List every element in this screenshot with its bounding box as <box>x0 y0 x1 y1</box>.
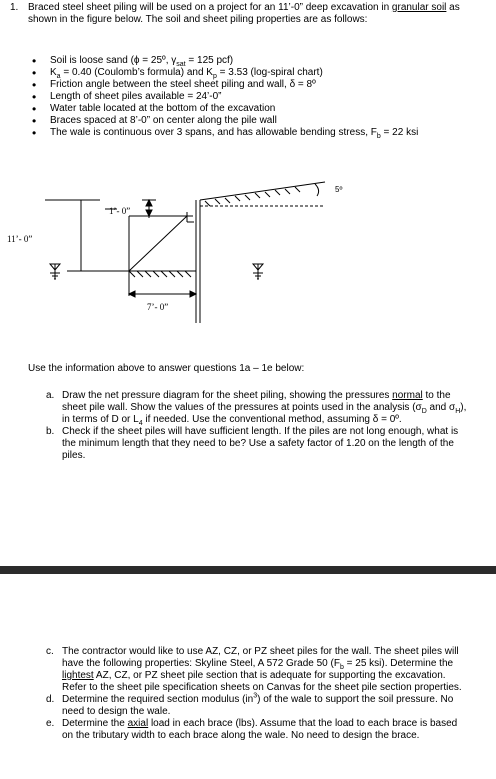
text-run: = 0.40 (Coulomb’s formula) and K <box>60 67 213 78</box>
dim-1ft-label: 1’- 0” <box>109 206 131 216</box>
text-run: = 22 ksi <box>380 127 419 138</box>
text-run: Length of sheet piles available = 24’-0” <box>50 91 222 102</box>
instructions-text: Use the information above to answer questions 1a – 1e below: <box>28 363 305 374</box>
bullet-k-coefficients <box>32 67 472 79</box>
text-run: = 125 pcf) <box>185 55 234 66</box>
part-letter: a. <box>46 390 55 401</box>
part-c-text <box>62 646 462 693</box>
text-run: sat <box>176 61 186 68</box>
text-run: Braced steel sheet piling will be used on a project for an 11’-0” deep excavation in <box>28 2 392 13</box>
part-b-text <box>62 426 458 461</box>
text-run: granular soil <box>391 2 447 13</box>
text-run: Soil is loose sand (ϕ = 25º, γ <box>50 55 177 66</box>
text-run: load in each brace (lbs). Assume that the load to each brace is based on the tributary width to each brace along the wale. No need to design the brace. <box>62 718 458 741</box>
question-1-intro <box>28 2 480 26</box>
bullet-pile-length <box>32 91 472 103</box>
text-run: 3 <box>253 692 258 700</box>
part-d-text <box>62 694 453 717</box>
text-run: ) of the wale to support the soil pressure. No need to design the wale. <box>62 694 454 717</box>
text-run: = 25 ksi). Determine the <box>343 658 454 669</box>
excavation-figure <box>7 178 365 323</box>
parts-a-b <box>28 390 468 462</box>
text-run: AZ, CZ, or PZ sheet pile section that is adequate for supporting the excavation. Refer to the sheet pile specification sheets on Canvas for the sheet pile section properties. <box>62 670 462 693</box>
bullet-friction-angle <box>32 79 472 91</box>
part-e <box>28 718 468 742</box>
text-run: to the sheet pile wall. Show the values of the pressures at points used in the analysis (σ <box>62 390 451 413</box>
text-run: b <box>376 133 381 140</box>
part-d <box>28 694 468 718</box>
text-run: The wale is continuous over 3 spans, and has allowable bending stress, F <box>50 127 377 138</box>
part-letter: b. <box>46 426 55 437</box>
bullet-soil <box>32 55 472 67</box>
text-run: Determine the <box>62 718 128 729</box>
question-1 <box>10 2 480 26</box>
text-run: normal <box>392 390 423 401</box>
dim-11ft-label: 11’- 0” <box>7 234 33 244</box>
part-a <box>28 390 468 426</box>
text-run: Check if the sheet piles will have sufficient length. If the piles are not long enough, what is the minimum length that they need to be? Use a safety factor of 1.20 on the length of the piles. <box>62 426 459 461</box>
bullet-brace-spacing <box>32 115 472 127</box>
text-run: b <box>339 664 344 671</box>
text-run: Water table located at the bottom of the excavation <box>50 103 276 114</box>
text-run: H <box>455 408 461 415</box>
text-run: lightest <box>62 670 94 681</box>
text-run: if needed. Use the conventional method, assuming δ = 0º. <box>142 414 402 425</box>
dim-7ft-label: 7’- 0” <box>147 302 169 312</box>
soil-properties-list <box>32 55 472 139</box>
part-a-text <box>62 390 466 425</box>
text-run: a <box>56 73 61 80</box>
text-run: Determine the required section modulus (in <box>62 694 254 705</box>
part-e-text <box>62 718 457 741</box>
text-run: axial <box>127 718 149 729</box>
part-b <box>28 426 468 462</box>
text-run: Draw the net pressure diagram for the sheet piling, showing the pressures <box>62 390 393 401</box>
bullet-wale <box>32 127 472 139</box>
text-run: Braces spaced at 8’-0” on center along the pile wall <box>50 115 277 126</box>
text-run: = 3.53 (log-spiral chart) <box>216 67 323 78</box>
text-run: as shown in the figure below. The soil and sheet piling properties are as follows: <box>28 2 460 25</box>
text-run: Friction angle between the steel sheet piling and wall, δ = 8º <box>50 79 316 90</box>
part-letter: c. <box>46 646 54 657</box>
text-run: 4 <box>138 420 143 427</box>
slope-angle-label: 5º <box>335 185 343 194</box>
text-run: D <box>421 408 427 415</box>
question-number: 1. <box>10 2 19 13</box>
bullet-water-table <box>32 103 472 115</box>
text-run: The contractor would like to use AZ, CZ, or PZ sheet piles for the wall. The sheet piles will have the following properties: Skyline Steel, A 572 Grade 50 (F <box>62 646 459 669</box>
part-letter: e. <box>46 718 55 729</box>
page-divider <box>0 566 496 574</box>
text-run: and σ <box>426 402 456 413</box>
text-run: K <box>50 67 57 78</box>
part-letter: d. <box>46 694 55 705</box>
part-c <box>28 646 468 694</box>
text-run: p <box>212 73 217 80</box>
parts-c-e <box>28 646 468 742</box>
text-run: ), in terms of D or L <box>62 402 467 425</box>
